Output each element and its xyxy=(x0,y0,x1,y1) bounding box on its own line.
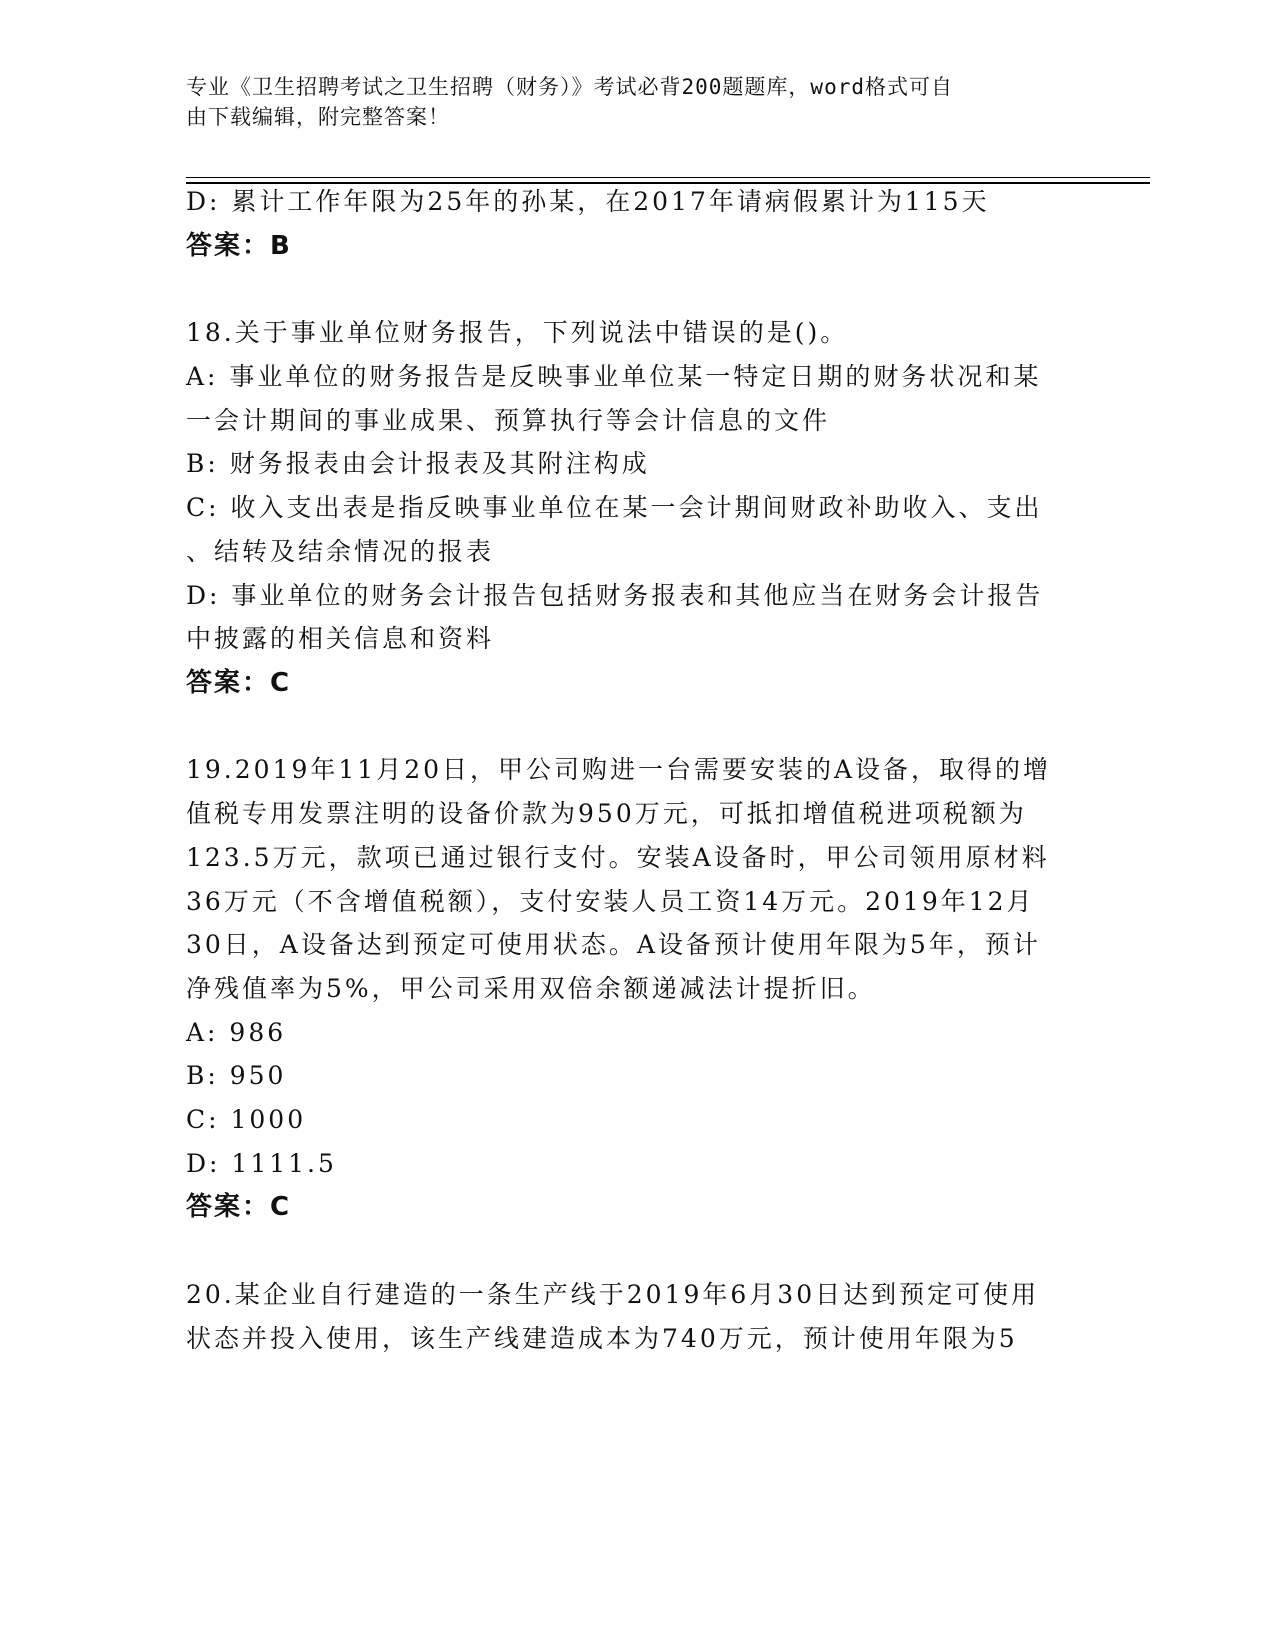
question-title: 20.某企业自行建造的一条生产线于2019年6月30日达到预定可使用 xyxy=(186,1280,1040,1309)
option-line: A: 986 xyxy=(186,1018,287,1047)
question-text: 值税专用发票注明的设备价款为950万元，可抵扣增值税进项税额为 xyxy=(186,799,1027,828)
option-line: A: 事业单位的财务报告是反映事业单位某一特定日期的财务状况和某 xyxy=(186,362,1042,391)
question-text: 状态并投入使用，该生产线建造成本为740万元，预计使用年限为5 xyxy=(186,1324,1018,1353)
answer-line: 答案：B xyxy=(186,231,292,261)
option-line: 一会计期间的事业成果、预算执行等会计信息的文件 xyxy=(186,406,831,435)
question-title: 19.2019年11月20日，甲公司购进一台需要安装的A设备，取得的增 xyxy=(186,755,1052,784)
option-line: 中披露的相关信息和资料 xyxy=(186,624,495,653)
answer-line: 答案：C xyxy=(186,668,292,698)
header-rule-thin xyxy=(186,177,1150,178)
document-header: 专业《卫生招聘考试之卫生招聘（财务）》考试必背200题题库，word格式可自 由下载编辑，附完整答案！ xyxy=(186,75,953,129)
option-line: C: 收入支出表是指反映事业单位在某一会计期间财政补助收入、支出 xyxy=(186,493,1043,522)
question-text: 30日，A设备达到预定可使用状态。A设备预计使用年限为5年，预计 xyxy=(186,930,1041,959)
question-text: 123.5万元，款项已通过银行支付。安装A设备时，甲公司领用原材料 xyxy=(186,843,1050,872)
question-text: 净残值率为5%，甲公司采用双倍余额递减法计提折旧。 xyxy=(186,974,876,1003)
option-line: B: 财务报表由会计报表及其附注构成 xyxy=(186,449,650,478)
option-line: 、结转及结余情况的报表 xyxy=(186,537,495,566)
option-line: D: 累计工作年限为25年的孙某，在2017年请病假累计为115天 xyxy=(186,187,990,216)
question-text: 36万元（不含增值税额），支付安装人员工资14万元。2019年12月 xyxy=(186,887,1035,916)
answer-line: 答案：C xyxy=(186,1192,292,1222)
option-line: C: 1000 xyxy=(186,1105,307,1134)
option-line: D: 事业单位的财务会计报告包括财务报表和其他应当在财务会计报告 xyxy=(186,581,1044,610)
option-line: B: 950 xyxy=(186,1061,287,1090)
header-rule-thick xyxy=(186,182,1150,184)
option-line: D: 1111.5 xyxy=(186,1149,337,1178)
question-title: 18.关于事业单位财务报告，下列说法中错误的是()。 xyxy=(186,318,849,347)
